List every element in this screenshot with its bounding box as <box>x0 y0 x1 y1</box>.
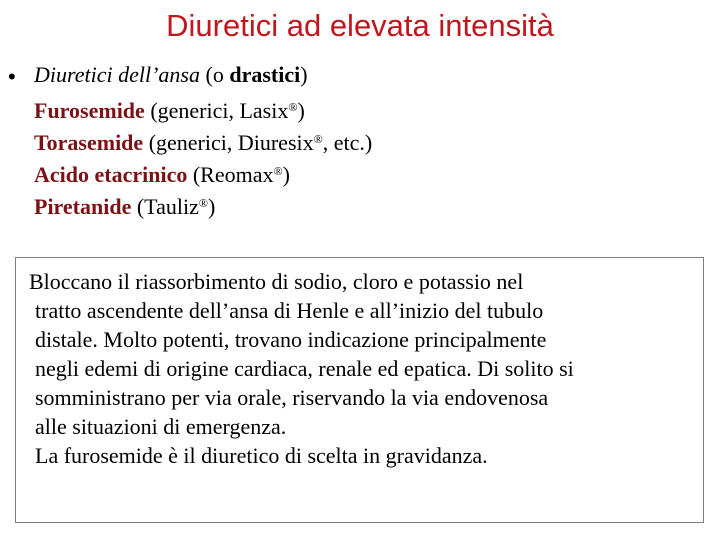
slide-title: Diuretici ad elevata intensità <box>166 8 554 43</box>
drug-item <box>34 127 372 159</box>
note-line: alle situazioni di emergenza. <box>35 414 287 439</box>
note-line: Bloccano il riassorbimento di sodio, cloro e potassio nel <box>29 269 524 294</box>
registered-mark: ® <box>273 164 283 178</box>
registered-mark: ® <box>313 132 323 146</box>
drug-brands-end: , etc.) <box>322 130 373 155</box>
drug-item <box>34 191 372 223</box>
drug-name: Furosemide <box>34 98 145 123</box>
heading-bold: drastici <box>229 62 301 87</box>
note-text <box>29 267 699 470</box>
bullet-heading <box>34 62 308 88</box>
drug-name: Piretanide <box>34 194 132 219</box>
heading-paren-close: ) <box>300 62 308 87</box>
drug-item <box>34 95 372 127</box>
registered-mark: ® <box>288 100 298 114</box>
drug-brands-end: ) <box>207 194 216 219</box>
drug-brands: (Reomax <box>187 162 274 187</box>
drug-brands-end: ) <box>297 98 305 123</box>
note-box <box>15 257 704 523</box>
bullet-icon: • <box>8 64 16 89</box>
drug-list <box>34 95 372 223</box>
drug-name: Acido etacrinico <box>34 162 188 187</box>
drug-brands: (generici, Lasix <box>144 98 289 123</box>
note-line: tratto ascendente dell’ansa di Henle e all’inizio del tubulo <box>35 298 544 323</box>
heading-italic: Diuretici dell’ansa <box>34 62 200 87</box>
drug-brands: (generici, Diuresix <box>143 130 314 155</box>
registered-mark: ® <box>198 196 208 210</box>
drug-brands: (Tauliz <box>131 194 199 219</box>
note-line: negli edemi di origine cardiaca, renale ed epatica. Di solito si <box>35 356 574 381</box>
drug-name: Torasemide <box>34 130 144 155</box>
heading-paren-open: (o <box>200 62 230 87</box>
drug-item <box>34 159 372 191</box>
note-line: distale. Molto potenti, trovano indicazione principalmente <box>35 327 547 352</box>
note-line: somministrano per via orale, riservando la via endovenosa <box>35 385 549 410</box>
note-line: La furosemide è il diuretico di scelta in gravidanza. <box>35 443 488 468</box>
drug-brands-end: ) <box>282 162 290 187</box>
